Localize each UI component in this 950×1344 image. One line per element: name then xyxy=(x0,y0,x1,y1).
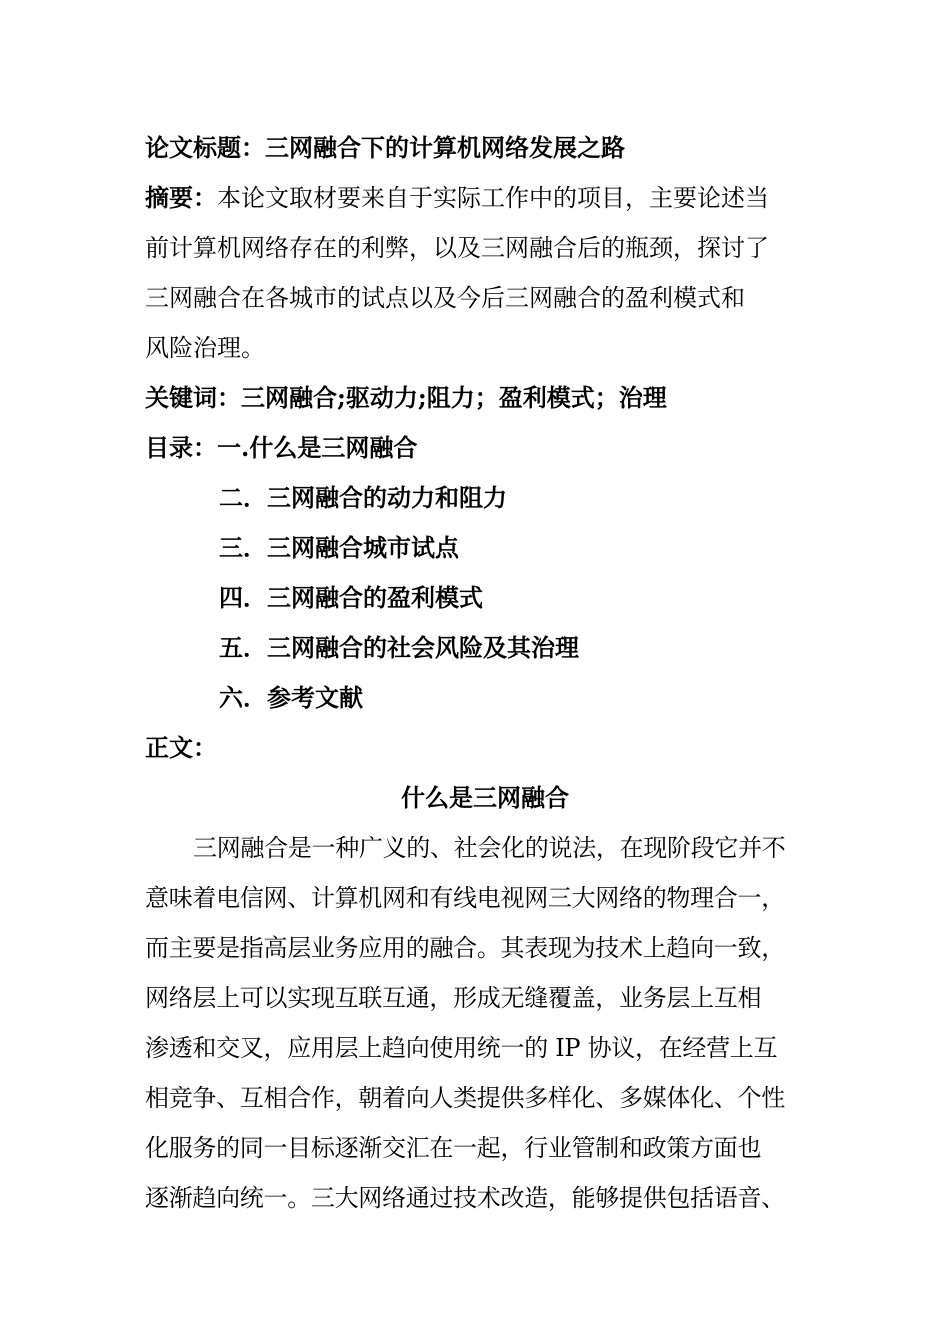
body-label: 正文： xyxy=(145,733,217,762)
body-line-4: 网络层上可以实现互联互通，形成无缝覆盖，业务层上互相 xyxy=(145,984,762,1012)
title-line xyxy=(145,123,810,173)
body-line-2: 意味着电信网、计算机网和有线电视网三大网络的物理合一， xyxy=(145,884,785,912)
title-text: 三网融合下的计算机网络发展之路 xyxy=(265,133,625,162)
abstract-line-3: 三网融合在各城市的试点以及今后三网融合的盈利模式和 xyxy=(145,284,745,312)
body-line-5: 渗透和交叉，应用层上趋向使用统一的 IP 协议，在经营上互 xyxy=(145,1034,778,1062)
section-title: 什么是三网融合 xyxy=(401,783,569,812)
toc-item-2: 二．三网融合的动力和阻力 xyxy=(219,483,507,512)
abstract-label: 摘要： xyxy=(145,183,217,212)
toc-item-6: 六．参考文献 xyxy=(219,683,363,712)
body-line-8: 逐渐趋向统一。三大网络通过技术改造，能够提供包括语音、 xyxy=(145,1184,785,1212)
abstract-line-1 xyxy=(145,173,810,223)
document-page xyxy=(145,123,810,1223)
abstract-line-4: 风险治理。 xyxy=(145,334,265,362)
toc-line-1 xyxy=(145,423,810,473)
body-line-6: 相竞争、互相合作，朝着向人类提供多样化、多媒体化、个性 xyxy=(145,1084,785,1112)
toc-item-1: 一.什么是三网融合 xyxy=(217,433,418,462)
body-line-1: 三网融合是一种广义的、社会化的说法，在现阶段它并不 xyxy=(193,834,786,862)
keywords-line: 关键词：三网融合;驱动力;阻力；盈利模式；治理 xyxy=(145,383,667,412)
body-line-7: 化服务的同一目标逐渐交汇在一起，行业管制和政策方面也 xyxy=(145,1134,762,1162)
body-line-3: 而主要是指高层业务应用的融合。其表现为技术上趋向一致， xyxy=(145,934,785,962)
toc-item-5: 五．三网融合的社会风险及其治理 xyxy=(219,633,579,662)
toc-item-3: 三．三网融合城市试点 xyxy=(219,533,459,562)
toc-label: 目录： xyxy=(145,433,217,462)
abstract-line-2: 前计算机网络存在的利弊，以及三网融合后的瓶颈，探讨了 xyxy=(145,234,769,262)
toc-item-4: 四．三网融合的盈利模式 xyxy=(219,583,483,612)
title-label: 论文标题： xyxy=(145,133,265,162)
abstract-text-1: 本论文取材要来自于实际工作中的项目，主要论述当 xyxy=(217,184,769,212)
